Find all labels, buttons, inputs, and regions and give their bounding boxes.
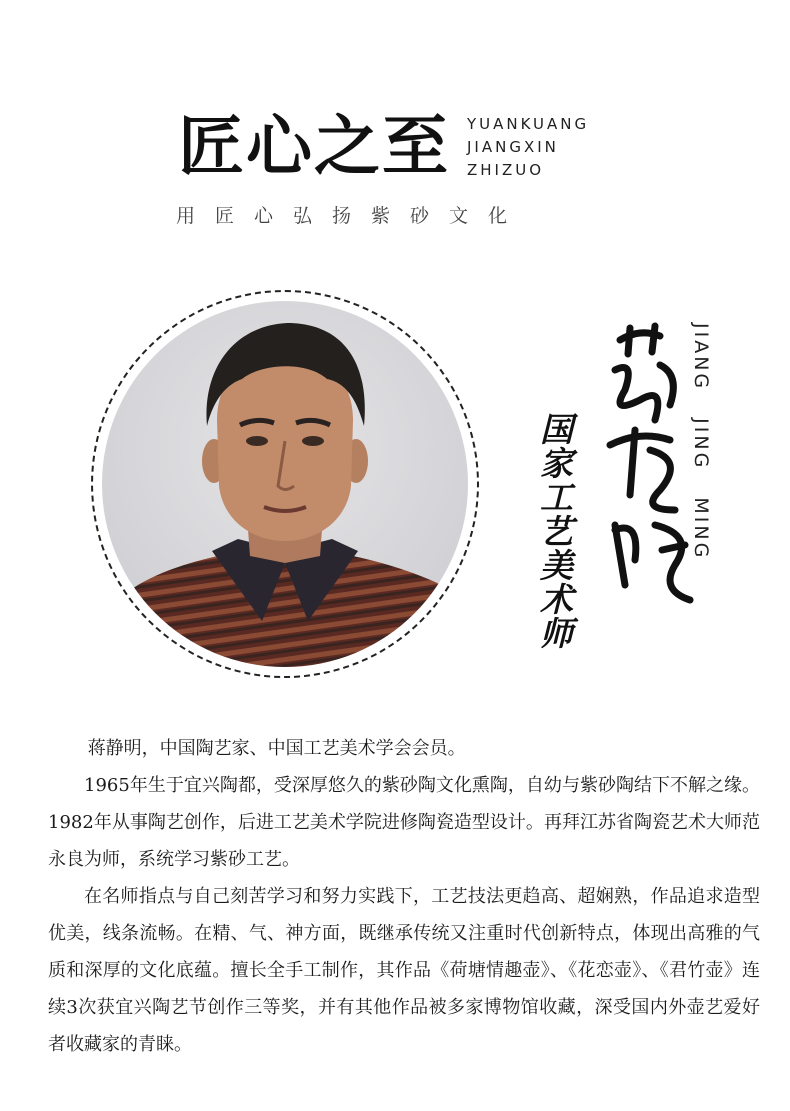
bio-paragraph: 1965年生于宜兴陶都，受深厚悠久的紫砂陶文化熏陶，自幼与紫砂陶结下不解之缘。1982年从事陶艺创作，后进工艺美术学院进修陶瓷造型设计。再拜江苏省陶瓷艺术大师范永良为师，系统学习紫砂工艺。 <box>48 775 760 870</box>
title-pinyin-line: JIANGXIN <box>467 138 559 156</box>
page-header <box>0 0 790 240</box>
page-title: 匠心之至 <box>178 107 450 185</box>
artist-title: 国家工艺美术师 <box>535 412 574 650</box>
artist-portrait <box>102 301 468 667</box>
title-pinyin-line: ZHIZUO <box>467 161 545 179</box>
artist-biography <box>48 730 760 1070</box>
bio-paragraph: 蒋静明，中国陶艺家、中国工艺美术学会会员。 <box>87 738 466 759</box>
bio-paragraph: 在名师指点与自己刻苦学习和努力实践下，工艺技法更趋高、超娴熟，作品追求造型优美，线条流畅。在精、气、神方面，既继承传统又注重时代创新特点，体现出高雅的气质和深厚的文化底蕴。擅长全手工制作，其作品《荷塘情趣壶》、《花恋壶》、《君竹壶》连续3次获宜兴陶艺节创作三等奖，并有其他作品被多家博物馆收藏，深受国内外壶艺爱好者收藏家的青睐。 <box>48 886 760 1055</box>
artist-signature <box>600 320 700 610</box>
title-pinyin <box>467 113 589 182</box>
artist-pinyin-name: JIANG JING MING <box>690 323 712 561</box>
title-pinyin-line: YUANKUANG <box>467 115 590 133</box>
portrait-illustration <box>102 301 468 667</box>
page-subtitle: 用匠心弘扬紫砂文化 <box>176 205 528 227</box>
